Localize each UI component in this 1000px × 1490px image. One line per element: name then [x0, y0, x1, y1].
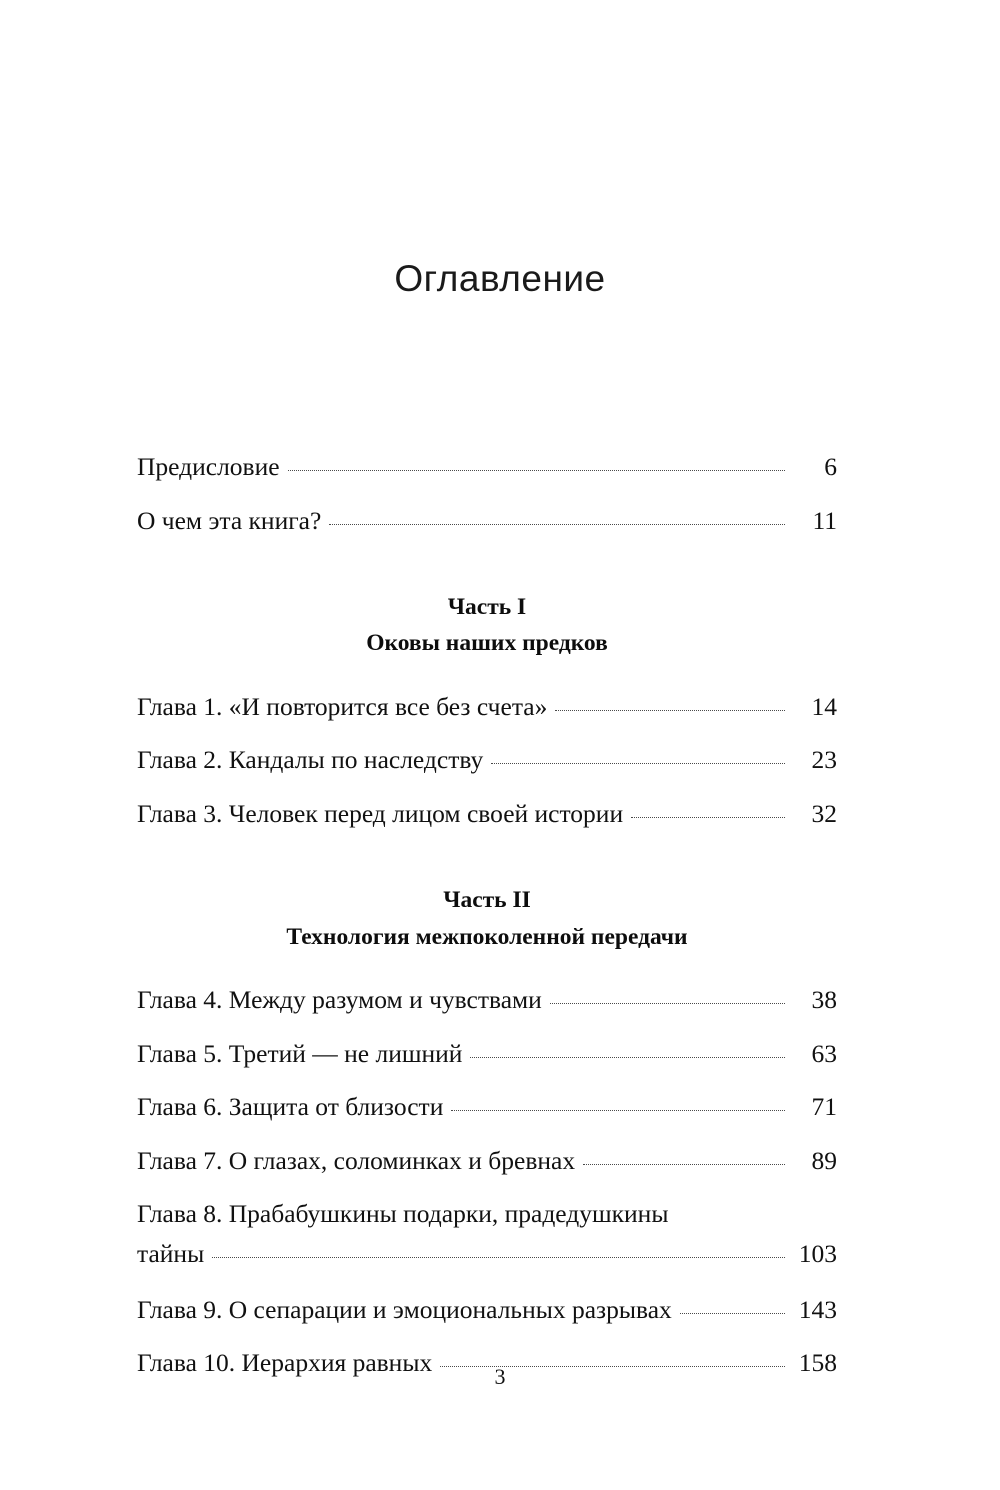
- toc-entry-page: 23: [811, 745, 837, 775]
- dot-leader: [550, 1002, 785, 1004]
- toc-entry-page: 63: [811, 1038, 837, 1068]
- toc-entry-label: Глава 7. О глазах, соломинках и бревнах: [137, 1145, 576, 1175]
- dot-leader: [329, 523, 785, 525]
- toc-entry-label: Глава 5. Третий — не лишний: [137, 1038, 463, 1068]
- toc-entry-chapter-1[interactable]: [137, 680, 837, 734]
- toc-entry-label: Глава 3. Человек перед лицом своей истории: [137, 798, 624, 828]
- toc-entry-label: Глава 1. «И повторится все без счета»: [137, 691, 548, 721]
- part-subtitle: Оковы наших предков: [366, 630, 608, 657]
- toc-entry-chapter-9[interactable]: [137, 1283, 837, 1337]
- dot-leader: [555, 709, 785, 711]
- toc-entry-label: Глава 2. Кандалы по наследству: [137, 745, 484, 775]
- toc-entry-preface[interactable]: [137, 440, 837, 494]
- toc-entry-label: Глава 8. Прабабушкины подарки, прадедушкины: [137, 1199, 669, 1229]
- part-heading-1: [137, 589, 837, 662]
- toc-list: [137, 440, 837, 1390]
- toc-entry-label: Глава 9. О сепарации и эмоциональных разрывах: [137, 1294, 672, 1324]
- toc-entry-label: О чем эта книга?: [137, 505, 322, 535]
- toc-entry-chapter-7[interactable]: [137, 1134, 837, 1188]
- toc-entry-label-continued: тайны: [137, 1238, 205, 1268]
- dot-leader: [631, 816, 785, 818]
- toc-entry-chapter-6[interactable]: [137, 1080, 837, 1134]
- dot-leader: [680, 1312, 785, 1314]
- toc-entry-page: 11: [812, 505, 837, 535]
- dot-leader: [470, 1056, 785, 1058]
- toc-entry-page: 38: [811, 985, 837, 1015]
- toc-entry-chapter-8[interactable]: [137, 1187, 837, 1233]
- toc-entry-page: 89: [811, 1145, 837, 1175]
- toc-entry-label: Глава 4. Между разумом и чувствами: [137, 985, 542, 1015]
- toc-entry-label: Предисловие: [137, 452, 280, 481]
- part-subtitle: Технология межпоколенной передачи: [286, 923, 688, 950]
- part-title: Часть I: [447, 594, 527, 620]
- dot-leader: [451, 1109, 785, 1111]
- toc-entry-chapter-5[interactable]: [137, 1027, 837, 1081]
- toc-entry-chapter-2[interactable]: [137, 733, 837, 787]
- toc-entry-page: 14: [811, 691, 837, 721]
- toc-entry-chapter-4[interactable]: [137, 973, 837, 1027]
- dot-leader: [491, 762, 785, 764]
- toc-entry-about-book[interactable]: [137, 494, 837, 548]
- toc-entry-chapter-3[interactable]: [137, 787, 837, 841]
- dot-leader: [583, 1163, 785, 1165]
- toc-entry-page: 103: [798, 1238, 837, 1268]
- part-heading-2: [137, 882, 837, 955]
- toc-entry-label: Глава 10. Иерархия равных: [137, 1348, 433, 1378]
- page-title: Оглавление: [394, 258, 606, 299]
- toc-entry-label: Глава 6. Защита от близости: [137, 1092, 444, 1122]
- toc-entry-page: 32: [811, 798, 837, 828]
- toc-entry-page: 158: [798, 1348, 837, 1378]
- dot-leader: [212, 1256, 785, 1258]
- page-folio: 3: [494, 1364, 506, 1389]
- toc-entry-page: 71: [811, 1092, 837, 1122]
- dot-leader: [288, 469, 785, 471]
- toc-entry-chapter-8-continuation[interactable]: [137, 1233, 837, 1283]
- toc-entry-page: 6: [824, 452, 837, 481]
- part-title: Часть II: [443, 887, 531, 914]
- toc-entry-page: 143: [798, 1294, 837, 1324]
